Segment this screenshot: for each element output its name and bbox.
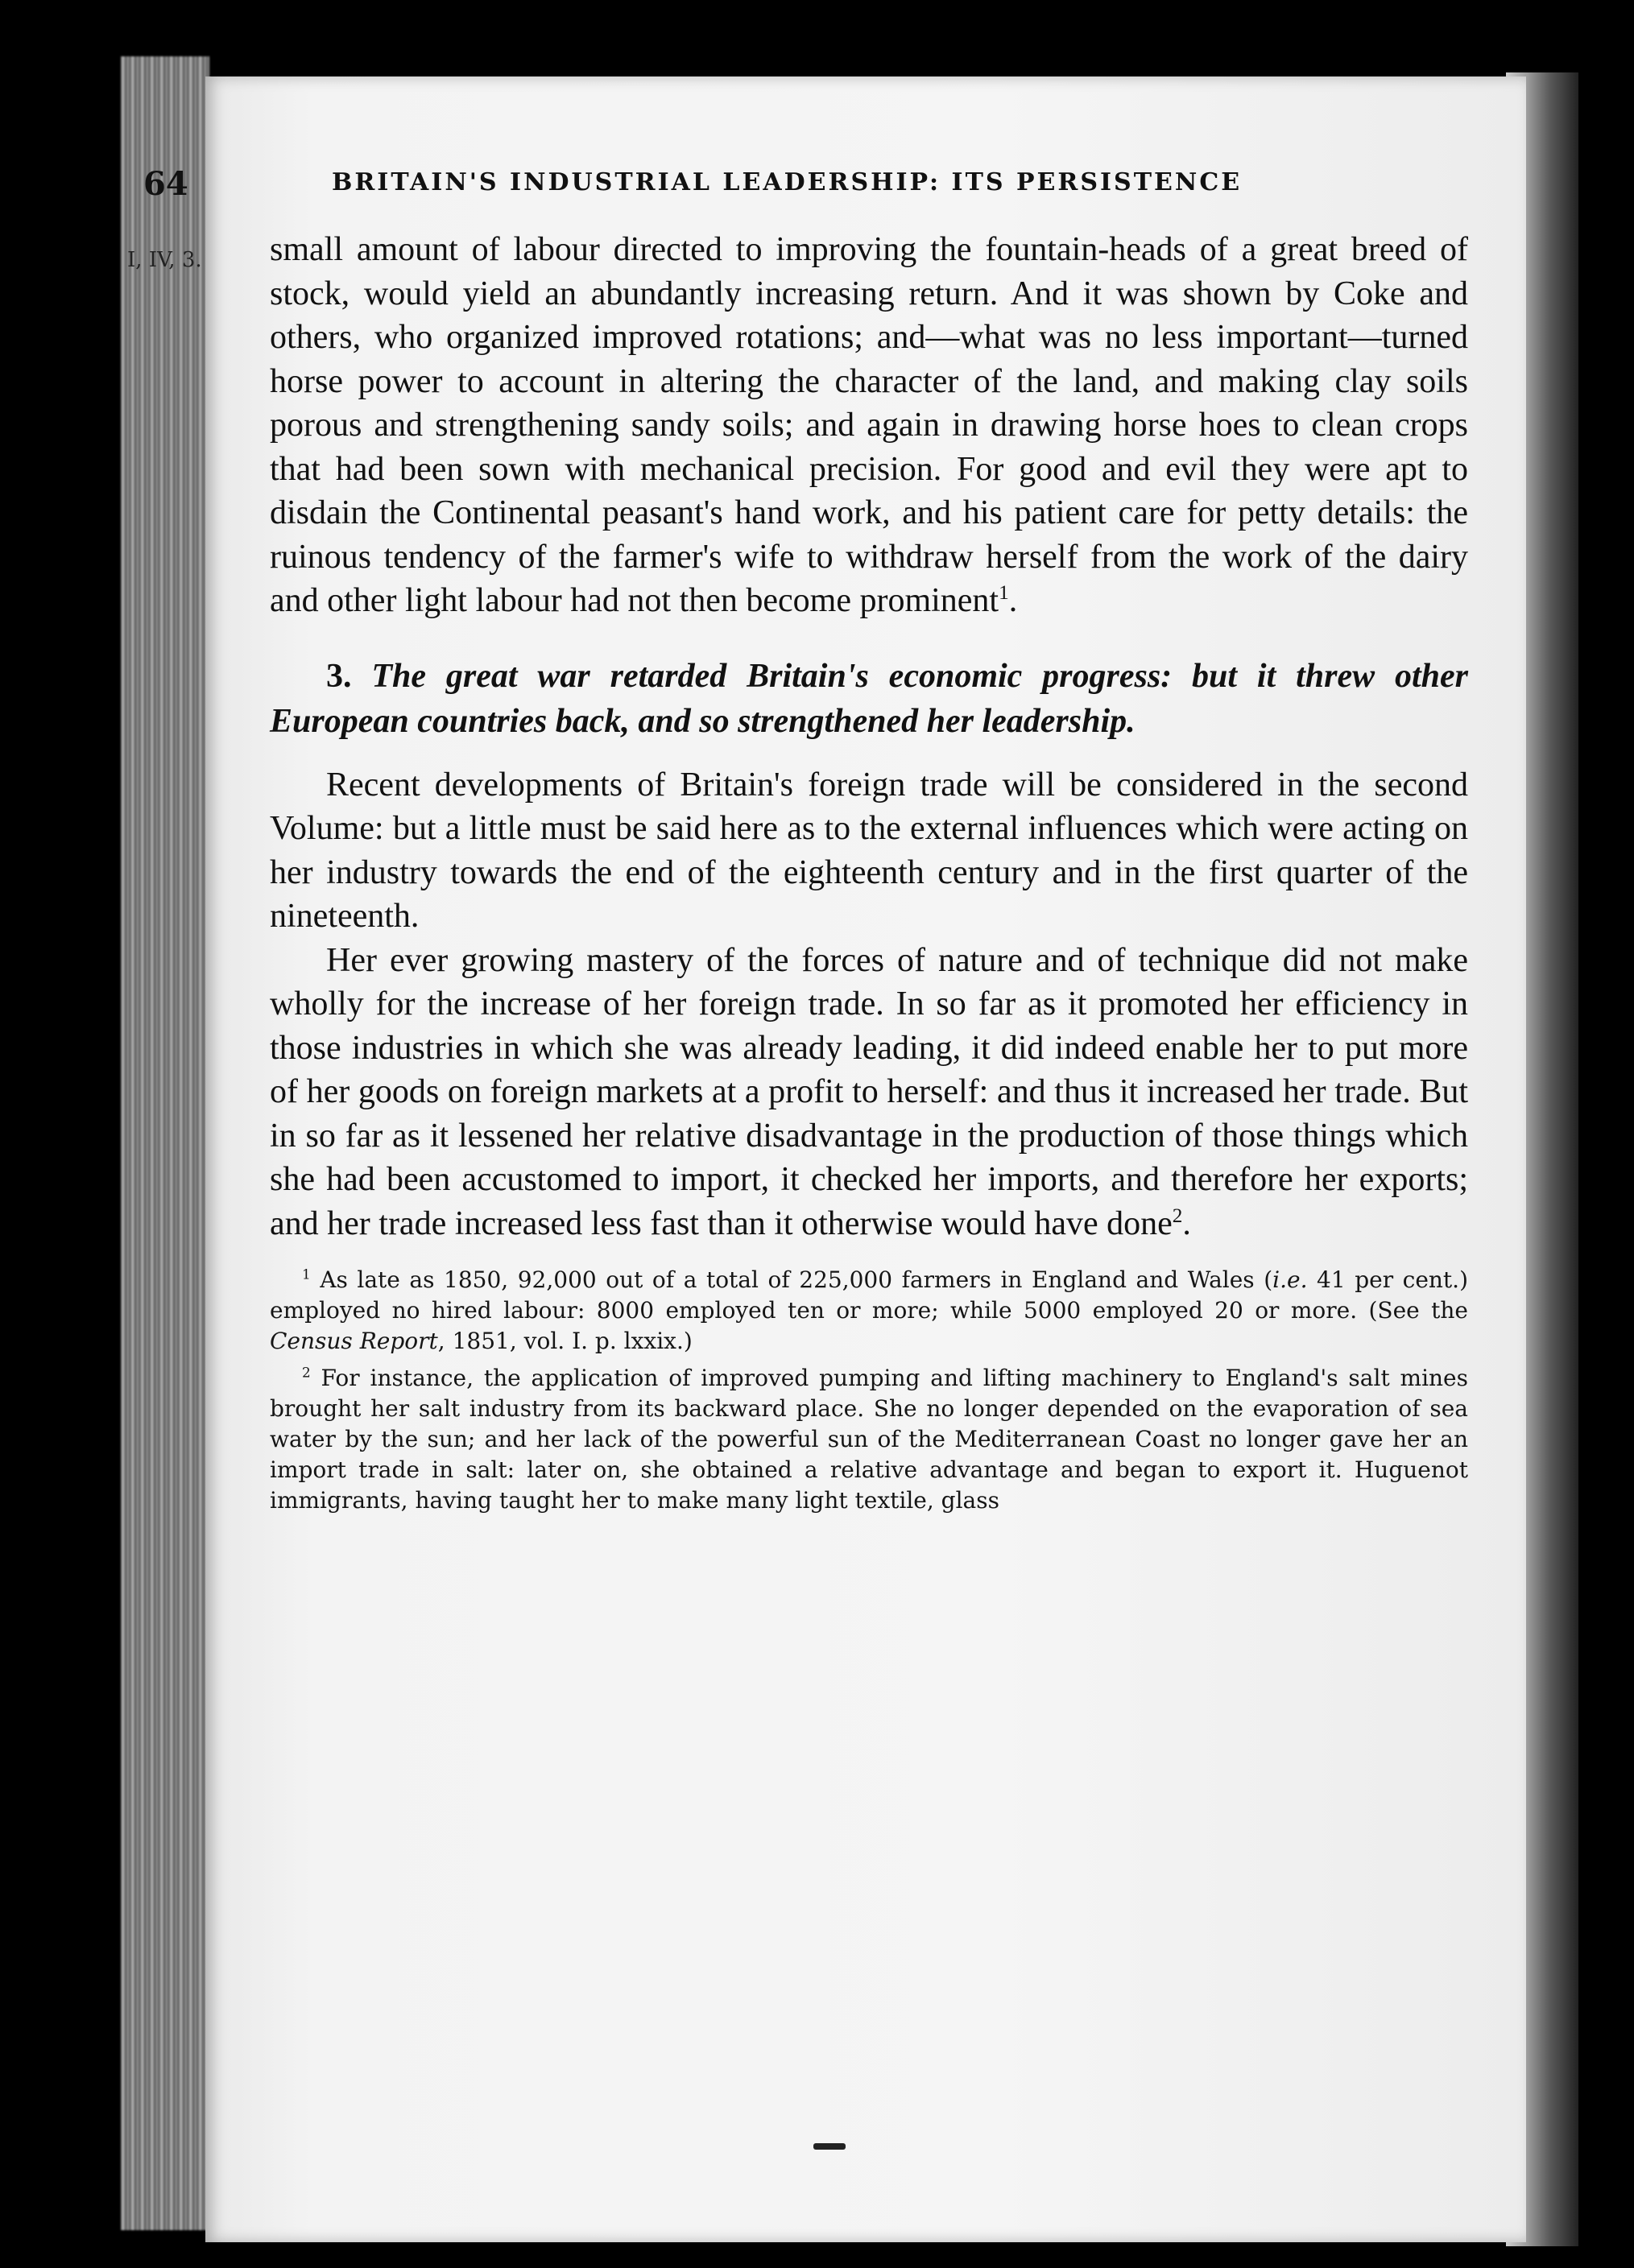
- footnote-1-text-b: 41 per cent.) employed no hired labour: 8000 employed ten or more; while 5000 employed 20 or more. (See the: [270, 1266, 1468, 1324]
- footnote-1-text-a: As late as 1850, 92,000 out of a total of 225,000 farmers in England and Wales (: [320, 1266, 1273, 1293]
- paragraph-continued-text: small amount of labour directed to improving the fountain-heads of a great breed of stock, would yield an abundantly increasing return. And it was shown by Coke and others, who organized improved rotations; and—what was no less important—turned horse power to account in altering the character of the land, and making clay soils porous and strengthening sandy soils; and again in drawing horse hoes to clean crops that had been sown with mechanical precision. For good and evil they were apt to disdain the Continental peasant's hand work, and his patient care for petty details: the ruinous tendency of the farmer's wife to withdraw herself from the work of the dairy and other light labour had not then become prominent: [270, 231, 1468, 619]
- footnote-1-text-c: , 1851, vol. I. p. lxxix.): [437, 1328, 693, 1354]
- section-number: 3.: [326, 657, 352, 695]
- page-number: 64: [143, 165, 188, 203]
- paragraph-3: Her ever growing mastery of the forces of nature and of technique did not make wholly for the increase of her foreign trade. In so far as it promoted her efficiency in those industries in which she was already leading, it did indeed enable her to put more of her goods on foreign markets at a profit to herself: and thus it increased her trade. But in so far as it lessened her relative disadvantage in the production of those things which she had been accustomed to import, it checked her imports, and therefore her exports; and her trade increased less fast than it otherwise would have done$^2$.: [270, 941, 1468, 1242]
- paragraph-continued: small amount of labour directed to improving the fountain-heads of a great breed of stock, would yield an abundantly increasing return. And it was shown by Coke and others, who organized improved rotations; and—what was no less important—turned horse power to account in altering the character of the land, and making clay soils porous and strengthening sandy soils; and again in drawing horse hoes to clean crops that had been sown with mechanical precision. For good and evil they were apt to disdain the Continental peasant's hand work, and his patient care for petty details: the ruinous tendency of the farmer's wife to withdraw herself from the work of the dairy and other light labour had not then become prominent$^1$.: [270, 231, 1468, 619]
- footnote-1: [270, 1265, 1468, 1357]
- footnote-1-mark: 1: [302, 1266, 311, 1283]
- running-head: BRITAIN'S INDUSTRIAL LEADERSHIP: ITS PERSISTENCE: [332, 168, 1243, 196]
- footnote-1-census: Census Report: [270, 1328, 438, 1354]
- page-bottom-mark: [813, 2143, 846, 2150]
- footnote-ref-2: 2: [1172, 1204, 1183, 1227]
- footnote-2-text: For instance, the application of improved pumping and lifting machinery to England's salt mines brought her salt industry from its backward place. She no longer depended on the evaporation of sea water by the sun; and her lack of the powerful sun of the Mediterranean Coast no longer gave her an import trade in salt: later on, she obtained a relative advantage and began to export it. Huguenot immigrants, having taught her to make many light textile, glass: [270, 1365, 1468, 1514]
- margin-reference: I, IV, 3.: [127, 248, 202, 272]
- paragraph-3-text: Her ever growing mastery of the forces of nature and of technique did not make wholly for the increase of her foreign trade. In so far as it promoted her efficiency in those industries in which she was already leading, it did indeed enable her to put more of her goods on foreign markets at a profit to herself: and thus it increased her trade. But in so far as it lessened her relative disadvantage in the production of those things which she had been accustomed to import, it checked her imports, and therefore her exports; and her trade increased less fast than it otherwise would have done: [270, 941, 1468, 1242]
- footnote-2: [270, 1363, 1468, 1516]
- section-heading-text: The great war retarded Britain's economic progress: but it threw other European countries back, and so strengthened her leadership.: [270, 657, 1468, 740]
- footnote-2-mark: 2: [302, 1364, 311, 1381]
- page-header: [0, 165, 1634, 213]
- section-heading: [270, 654, 1468, 744]
- footnote-1-ie: i.e.: [1272, 1266, 1308, 1293]
- book-page-edges-left: [121, 56, 209, 2230]
- paragraph-2: Recent developments of Britain's foreign trade will be considered in the second Volume: but a little must be said here as to the external influences which were acting on her industry towards the end of the eighteenth century and in the first quarter of the nineteenth.: [270, 766, 1468, 935]
- page-body: [270, 228, 1468, 1516]
- footnote-ref-1: 1: [999, 582, 1009, 604]
